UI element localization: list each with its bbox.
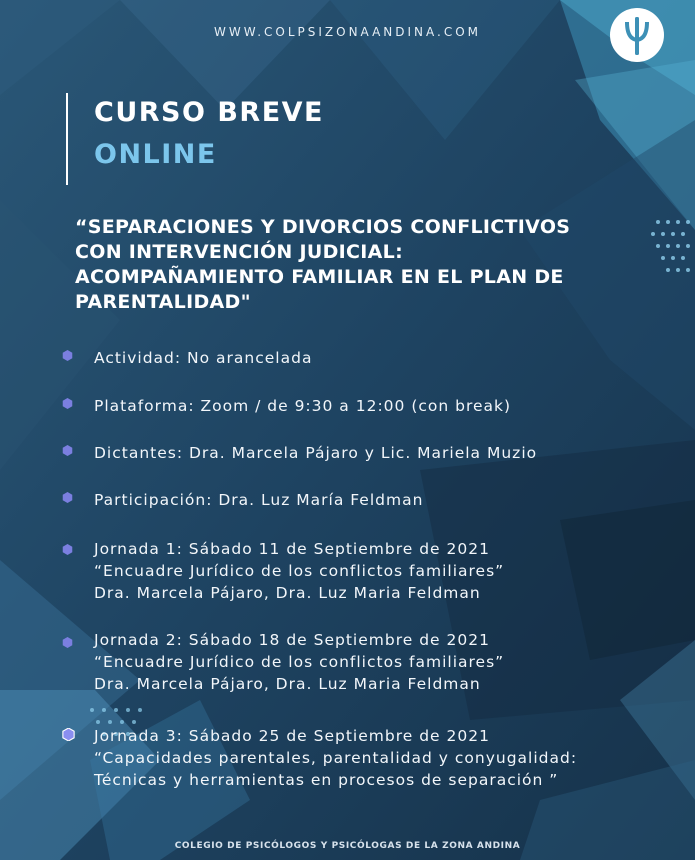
headline-line: CON INTERVENCIÓN JUDICIAL: xyxy=(75,241,403,263)
hexagon-bullet-icon xyxy=(62,492,73,503)
website-url[interactable]: WWW.COLPSIZONAANDINA.COM xyxy=(213,25,482,39)
item-line: Dra. Marcela Pájaro, Dra. Luz Maria Feldman xyxy=(94,675,481,693)
item-line: Jornada 1: Sábado 11 de Septiembre de 2021 xyxy=(94,540,490,558)
item-line: Dictantes: Dra. Marcela Pájaro y Lic. Mariela Muzio xyxy=(94,444,538,462)
item-line: Actividad: No arancelada xyxy=(94,349,313,367)
hexagon-bullet-icon xyxy=(62,637,73,648)
headline-line: ACOMPAÑAMIENTO FAMILIAR EN EL PLAN DE xyxy=(75,266,564,288)
item-line: Jornada 2: Sábado 18 de Septiembre de 2021 xyxy=(94,631,490,649)
item-line: Plataforma: Zoom / de 9:30 a 12:00 (con break) xyxy=(94,397,512,415)
footer-organization-name: COLEGIO DE PSICÓLOGOS Y PSICÓLOGAS DE LA ZONA ANDINA xyxy=(174,841,521,851)
item-line: Técnicas y herramientas en procesos de separación ” xyxy=(94,771,559,789)
hexagon-bullet-icon xyxy=(62,350,73,361)
course-type-title: CURSO BREVE xyxy=(94,97,324,128)
hexagon-bullet-icon xyxy=(62,544,73,555)
hexagon-bullet-icon xyxy=(62,728,75,741)
course-headline xyxy=(75,215,635,315)
headline-line: PARENTALIDAD" xyxy=(75,291,251,313)
hexagon-bullet-icon xyxy=(62,445,73,456)
title-accent-bar xyxy=(66,93,68,185)
hexagon-bullet-icon xyxy=(62,398,73,409)
item-line: “Capacidades parentales, parentalidad y conyugalidad: xyxy=(94,749,578,767)
item-line: Jornada 3: Sábado 25 de Septiembre de 2021 xyxy=(94,727,490,745)
item-line: “Encuadre Jurídico de los conflictos familiares” xyxy=(94,653,505,671)
item-line: “Encuadre Jurídico de los conflictos familiares” xyxy=(94,562,505,580)
organization-logo-icon xyxy=(608,6,666,64)
headline-line: “SEPARACIONES Y DIVORCIOS CONFLICTIVOS xyxy=(75,216,571,238)
course-modality-title: ONLINE xyxy=(94,139,217,170)
item-line: Dra. Marcela Pájaro, Dra. Luz Maria Feldman xyxy=(94,584,481,602)
item-line: Participación: Dra. Luz María Feldman xyxy=(94,491,424,509)
